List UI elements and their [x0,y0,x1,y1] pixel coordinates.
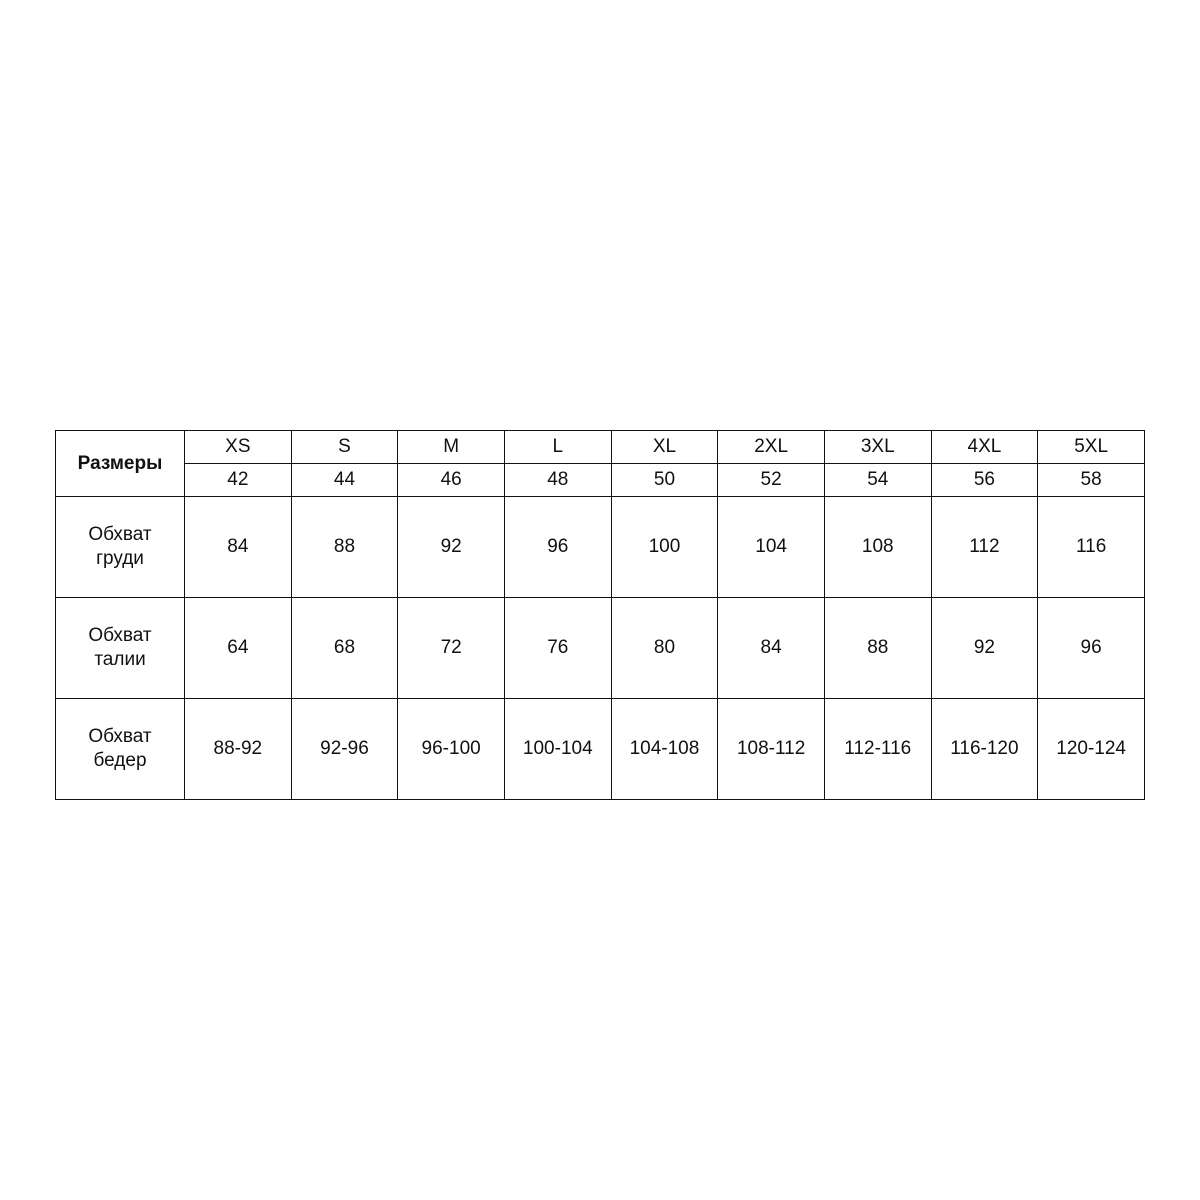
cell-value: 76 [504,598,611,699]
row-label-hips [56,699,185,800]
cell-value: 72 [398,598,505,699]
cell-value: 104-108 [611,699,718,800]
header-letter-size: L [504,431,611,464]
header-numeric-size: 58 [1038,464,1145,497]
row-label-chest [56,497,185,598]
row-label-waist [56,598,185,699]
cell-value: 112-116 [824,699,931,800]
cell-value: 92 [931,598,1038,699]
corner-label: Размеры [56,431,185,497]
cell-value: 84 [718,598,825,699]
header-numeric-size: 48 [504,464,611,497]
header-letter-size: XS [185,431,292,464]
header-letter-size: 2XL [718,431,825,464]
cell-value: 96 [504,497,611,598]
header-numeric-size: 44 [291,464,398,497]
cell-value: 96-100 [398,699,505,800]
cell-value: 100 [611,497,718,598]
header-letter-size: M [398,431,505,464]
row-label-line: Обхват [88,726,152,748]
table-row-numeric-sizes [56,464,1145,497]
cell-value: 68 [291,598,398,699]
cell-value: 96 [1038,598,1145,699]
row-label-line: бедер [93,750,147,771]
header-letter-size: XL [611,431,718,464]
cell-value: 116-120 [931,699,1038,800]
size-chart-container [55,430,1145,800]
cell-value: 92 [398,497,505,598]
table-row [56,497,1145,598]
row-label-line: Обхват [88,625,152,647]
header-letter-size: S [291,431,398,464]
cell-value: 104 [718,497,825,598]
cell-value: 92-96 [291,699,398,800]
cell-value: 116 [1038,497,1145,598]
table-row [56,699,1145,800]
header-numeric-size: 52 [718,464,825,497]
cell-value: 64 [185,598,292,699]
cell-value: 120-124 [1038,699,1145,800]
cell-value: 88 [824,598,931,699]
cell-value: 108-112 [718,699,825,800]
cell-value: 80 [611,598,718,699]
cell-value: 88 [291,497,398,598]
size-chart-table [55,430,1145,800]
header-numeric-size: 56 [931,464,1038,497]
cell-value: 112 [931,497,1038,598]
table-row [56,598,1145,699]
header-letter-size: 4XL [931,431,1038,464]
header-numeric-size: 50 [611,464,718,497]
table-row-letter-sizes [56,431,1145,464]
header-numeric-size: 42 [185,464,292,497]
cell-value: 100-104 [504,699,611,800]
row-label-line: груди [96,548,144,569]
header-numeric-size: 54 [824,464,931,497]
cell-value: 84 [185,497,292,598]
row-label-line: талии [94,649,146,670]
cell-value: 88-92 [185,699,292,800]
cell-value: 108 [824,497,931,598]
header-numeric-size: 46 [398,464,505,497]
row-label-line: Обхват [88,524,152,546]
header-letter-size: 3XL [824,431,931,464]
header-letter-size: 5XL [1038,431,1145,464]
